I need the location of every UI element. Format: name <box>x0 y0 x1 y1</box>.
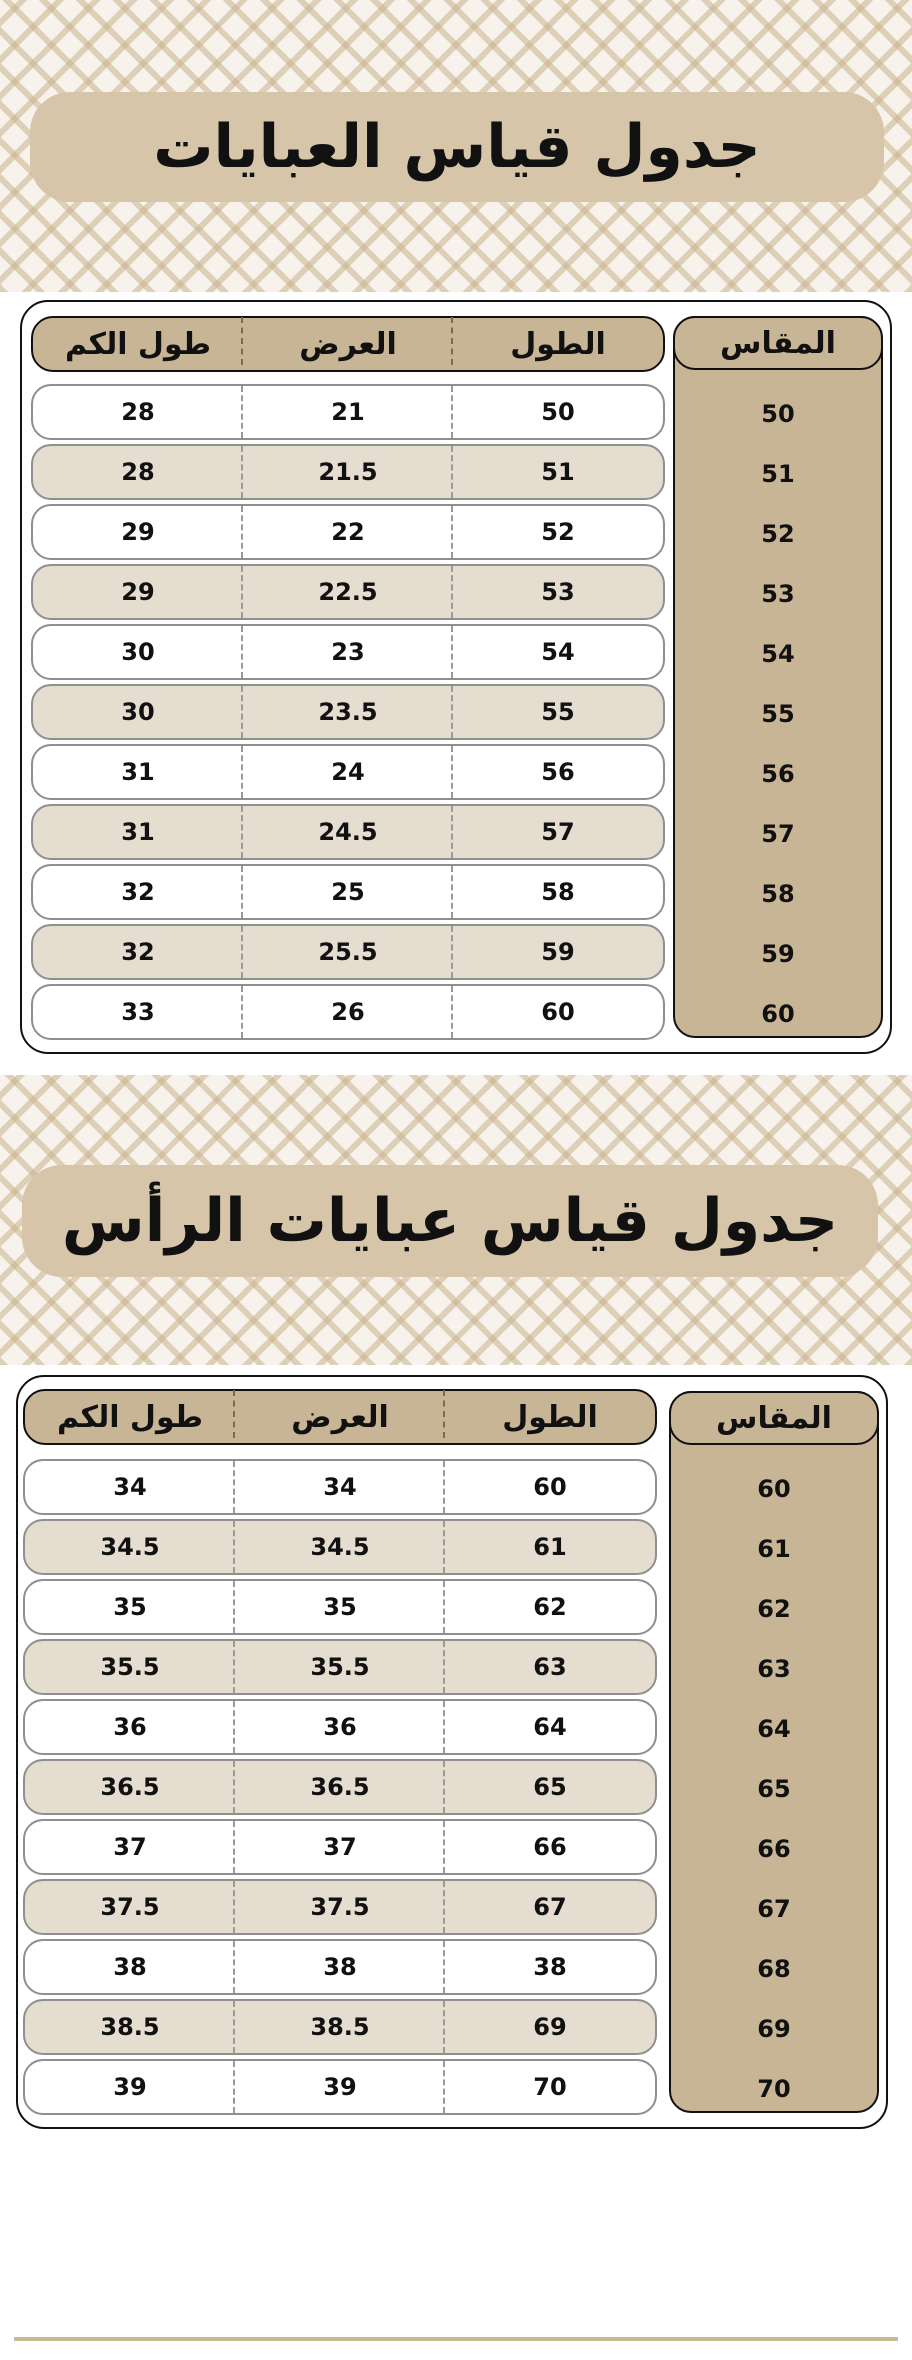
size-value: 55 <box>761 700 795 728</box>
cell-sleeve: 39 <box>25 2061 235 2113</box>
cell-length: 58 <box>541 878 575 906</box>
cell-sleeve: 36.5 <box>25 1761 235 1813</box>
table-row <box>31 384 665 440</box>
table-row <box>23 1939 657 1995</box>
cell-length: 65 <box>533 1773 567 1801</box>
table-row <box>31 624 665 680</box>
cell-width: 24.5 <box>243 806 453 858</box>
cell-length: 56 <box>541 758 575 786</box>
cell-length: 60 <box>533 1473 567 1501</box>
table-row <box>23 2059 657 2115</box>
table-header <box>31 316 665 372</box>
page-title-abayas: جدول قياس العبايات <box>30 92 884 202</box>
header-width: العرض <box>235 1400 445 1435</box>
cell-length: 60 <box>541 998 575 1026</box>
cell-sleeve: 33 <box>33 986 243 1038</box>
cell-length: 66 <box>533 1833 567 1861</box>
cell-sleeve: 37 <box>25 1821 235 1873</box>
table-row <box>23 1579 657 1635</box>
size-value: 56 <box>761 760 795 788</box>
cell-width: 36.5 <box>235 1761 445 1813</box>
cell-length: 57 <box>541 818 575 846</box>
size-value: 50 <box>761 400 795 428</box>
cell-sleeve: 32 <box>33 866 243 918</box>
size-value: 69 <box>757 2015 791 2043</box>
cell-width: 34 <box>235 1461 445 1513</box>
size-value: 63 <box>757 1655 791 1683</box>
cell-sleeve: 31 <box>33 746 243 798</box>
size-column <box>673 316 883 1038</box>
size-value: 64 <box>757 1715 791 1743</box>
cell-width: 21.5 <box>243 446 453 498</box>
size-value: 60 <box>757 1475 791 1503</box>
cell-sleeve: 37.5 <box>25 1881 235 1933</box>
cell-width: 35 <box>235 1581 445 1633</box>
size-value: 68 <box>757 1955 791 1983</box>
size-value: 53 <box>761 580 795 608</box>
cell-width: 25 <box>243 866 453 918</box>
cell-length: 70 <box>533 2073 567 2101</box>
header-sleeve: طول الكم <box>25 1400 235 1435</box>
cell-sleeve: 34 <box>25 1461 235 1513</box>
cell-sleeve: 30 <box>33 686 243 738</box>
cell-length: 54 <box>541 638 575 666</box>
table-row <box>31 804 665 860</box>
cell-width: 38.5 <box>235 2001 445 2053</box>
table-row <box>31 444 665 500</box>
header-length: الطول <box>510 326 606 362</box>
size-header: المقاس <box>669 1391 879 1445</box>
table-row <box>23 1639 657 1695</box>
cell-sleeve: 34.5 <box>25 1521 235 1573</box>
size-value: 59 <box>761 940 795 968</box>
size-value: 62 <box>757 1595 791 1623</box>
cell-length: 69 <box>533 2013 567 2041</box>
cell-sleeve: 29 <box>33 506 243 558</box>
page-title-head-abayas: جدول قياس عبايات الرأس <box>22 1165 878 1277</box>
table-row <box>23 1519 657 1575</box>
cell-sleeve: 36 <box>25 1701 235 1753</box>
cell-width: 23.5 <box>243 686 453 738</box>
table-row <box>23 1999 657 2055</box>
cell-sleeve: 28 <box>33 386 243 438</box>
size-value: 66 <box>757 1835 791 1863</box>
cell-length: 50 <box>541 398 575 426</box>
cell-length: 52 <box>541 518 575 546</box>
table-row <box>23 1879 657 1935</box>
cell-sleeve: 30 <box>33 626 243 678</box>
size-value: 57 <box>761 820 795 848</box>
size-table-abayas <box>20 300 892 1054</box>
cell-sleeve: 31 <box>33 806 243 858</box>
size-value: 54 <box>761 640 795 668</box>
table-row <box>31 504 665 560</box>
cell-width: 39 <box>235 2061 445 2113</box>
cell-sleeve: 28 <box>33 446 243 498</box>
size-value: 60 <box>761 1000 795 1028</box>
table-row <box>31 684 665 740</box>
cell-length: 38 <box>533 1953 567 1981</box>
cell-width: 35.5 <box>235 1641 445 1693</box>
table-row <box>23 1699 657 1755</box>
size-value: 58 <box>761 880 795 908</box>
cell-length: 53 <box>541 578 575 606</box>
cell-sleeve: 38.5 <box>25 2001 235 2053</box>
size-header: المقاس <box>673 316 883 370</box>
cell-length: 64 <box>533 1713 567 1741</box>
size-value: 67 <box>757 1895 791 1923</box>
cell-length: 51 <box>541 458 575 486</box>
cell-sleeve: 29 <box>33 566 243 618</box>
cell-width: 23 <box>243 626 453 678</box>
size-value: 70 <box>757 2075 791 2103</box>
table-row <box>31 984 665 1040</box>
cell-width: 34.5 <box>235 1521 445 1573</box>
cell-width: 37.5 <box>235 1881 445 1933</box>
cell-length: 63 <box>533 1653 567 1681</box>
cell-sleeve: 35 <box>25 1581 235 1633</box>
cell-width: 22 <box>243 506 453 558</box>
cell-sleeve: 32 <box>33 926 243 978</box>
table-header <box>23 1389 657 1445</box>
cell-width: 38 <box>235 1941 445 1993</box>
size-column <box>669 1391 879 2113</box>
cell-width: 26 <box>243 986 453 1038</box>
table-row <box>23 1459 657 1515</box>
cell-width: 25.5 <box>243 926 453 978</box>
cell-sleeve: 35.5 <box>25 1641 235 1693</box>
table-row <box>23 1819 657 1875</box>
cell-width: 24 <box>243 746 453 798</box>
table-row <box>31 564 665 620</box>
cell-length: 59 <box>541 938 575 966</box>
bottom-divider <box>14 2337 898 2341</box>
cell-length: 62 <box>533 1593 567 1621</box>
size-value: 65 <box>757 1775 791 1803</box>
cell-length: 55 <box>541 698 575 726</box>
table-row <box>23 1759 657 1815</box>
size-value: 61 <box>757 1535 791 1563</box>
header-width: العرض <box>243 327 453 362</box>
size-table-head-abayas <box>16 1375 888 2129</box>
cell-width: 21 <box>243 386 453 438</box>
cell-length: 61 <box>533 1533 567 1561</box>
table-row <box>31 924 665 980</box>
cell-sleeve: 38 <box>25 1941 235 1993</box>
cell-width: 36 <box>235 1701 445 1753</box>
size-value: 51 <box>761 460 795 488</box>
table-row <box>31 864 665 920</box>
size-value: 52 <box>761 520 795 548</box>
table-row <box>31 744 665 800</box>
cell-length: 67 <box>533 1893 567 1921</box>
header-sleeve: طول الكم <box>33 327 243 362</box>
cell-width: 22.5 <box>243 566 453 618</box>
header-length: الطول <box>502 1399 598 1435</box>
cell-width: 37 <box>235 1821 445 1873</box>
